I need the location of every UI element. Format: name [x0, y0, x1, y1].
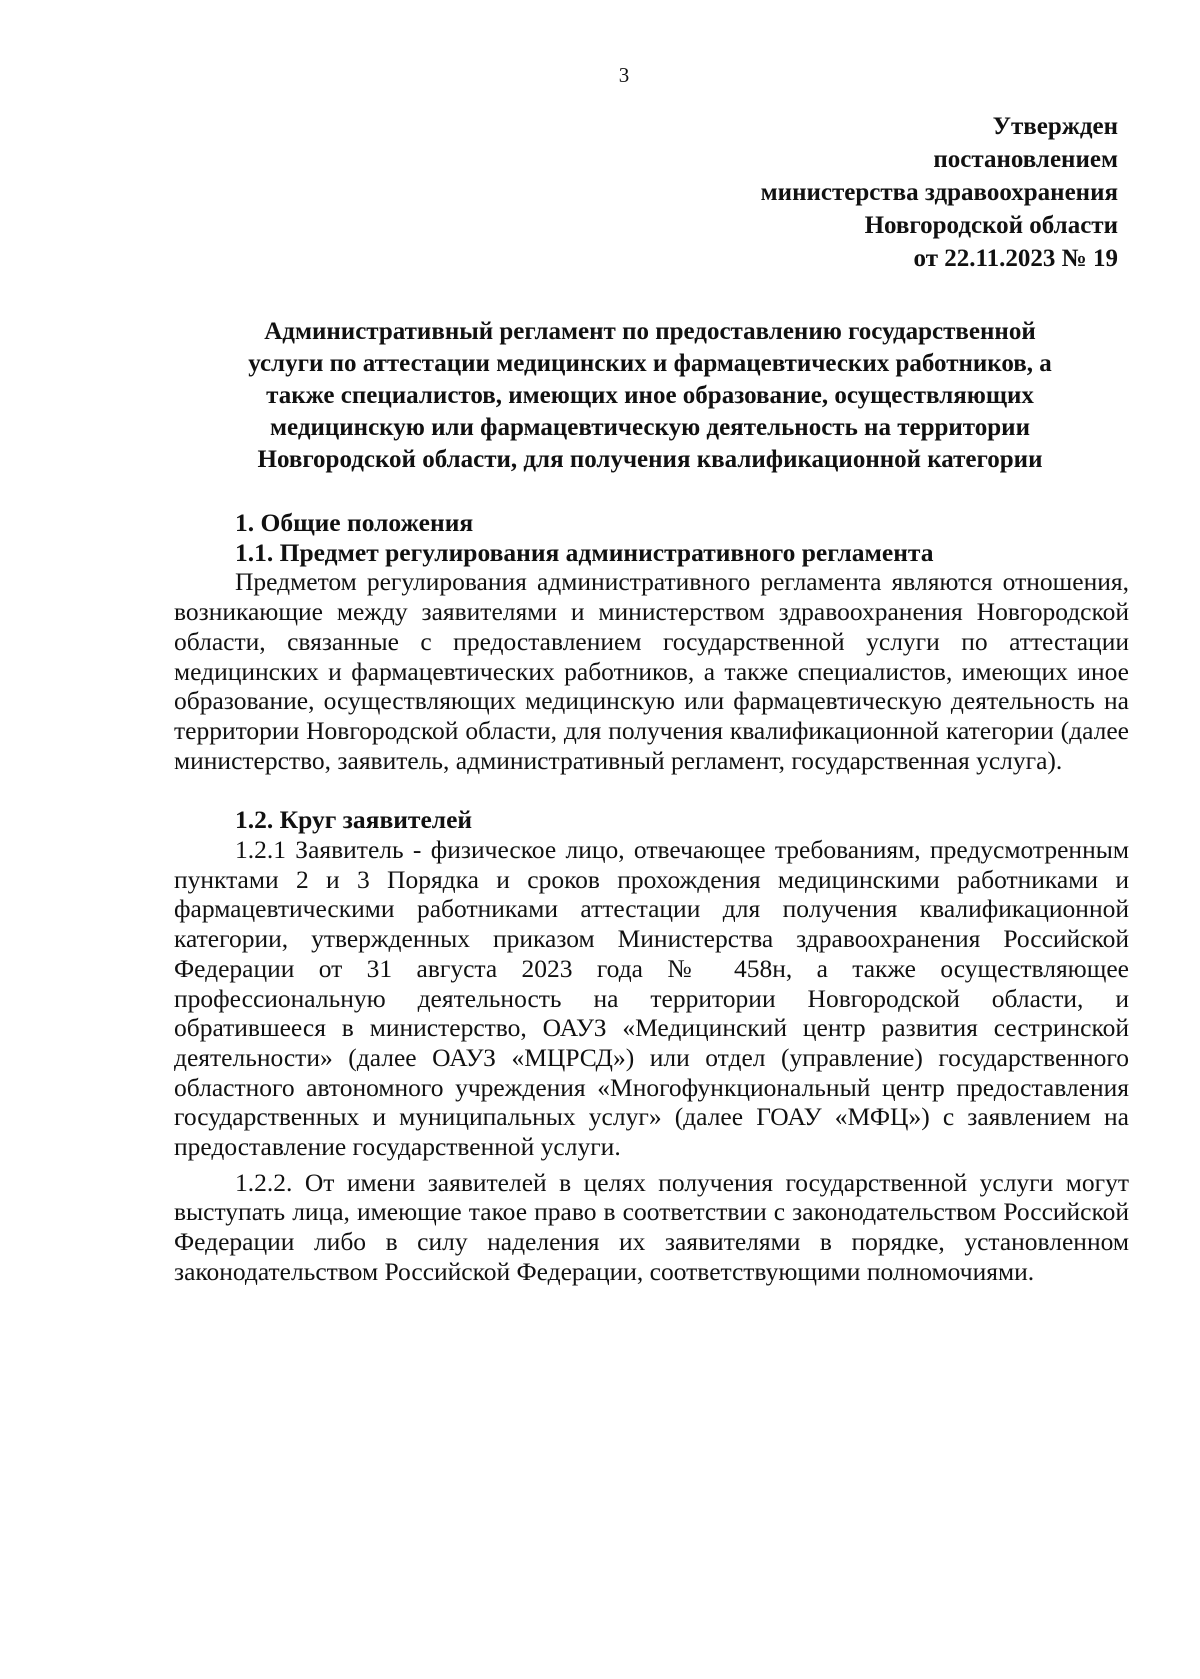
- approval-line: министерства здравоохранения: [760, 179, 1118, 206]
- approval-line: Новгородской области: [864, 212, 1118, 239]
- section-heading: 1. Общие положения: [235, 508, 474, 537]
- title-line: также специалистов, имеющих иное образование, осуществляющих: [266, 382, 1034, 409]
- title-line: Административный регламент по предоставлению государственной: [264, 318, 1036, 345]
- document-title: [160, 316, 1140, 476]
- paragraph: 1.2.2. От имени заявителей в целях получения государственной услуги могут выступать лица, имеющие такое право в соответствии с законодательством Российской Федерации либо в силу наделения их заявителями в порядке, установленном законодательством Российской Федерации, соответствующими полномочиями.: [174, 1167, 1129, 1286]
- paragraph: 1.2.1 Заявитель - физическое лицо, отвечающее требованиям, предусмотренным пунктами 2 и 3 Порядка и сроков прохождения медицинскими работниками и фармацевтическими работниками аттестации для получения квалификационной категории, утвержденных приказом Министерства здравоохранения Российской Федерации от 31 августа 2023 года № 458н, а также осуществляющее профессиональную деятельность на территории Новгородской области, и обратившееся в министерство, ОАУЗ «Медицинский центр развития сестринской деятельности» (далее ОАУЗ «МЦРСД») или отдел (управление) государственного областного автономного учреждения «Многофункциональный центр предоставления государственных и муниципальных услуг» (далее ГОАУ «МФЦ») с заявлением на предоставление государственной услуги.: [174, 835, 1129, 1162]
- approval-block: [761, 110, 1118, 275]
- title-line: медицинскую или фармацевтическую деятельность на территории: [270, 414, 1030, 441]
- subsection-heading: 1.1. Предмет регулирования административного регламента: [235, 537, 934, 567]
- subsection-heading: 1.2. Круг заявителей: [235, 805, 473, 835]
- document-body: [174, 508, 1129, 1287]
- approval-line: от 22.11.2023 № 19: [913, 245, 1118, 272]
- approval-line: постановлением: [933, 146, 1118, 173]
- approval-line: Утвержден: [992, 113, 1118, 140]
- title-line: Новгородской области, для получения квалификационной категории: [257, 446, 1043, 473]
- page-number: 3: [618, 63, 630, 87]
- title-line: услуги по аттестации медицинских и фармацевтических работников, а: [248, 350, 1052, 377]
- paragraph: Предметом регулирования административного регламента являются отношения, возникающие между заявителями и министерством здравоохранения Новгородской области, связанные с предоставлением государственной услуги по аттестации медицинских и фармацевтических работников, а также специалистов, имеющих иное образование, осуществляющих медицинскую или фармацевтическую деятельность на территории Новгородской области, для получения квалификационной категории (далее министерство, заявитель, административный регламент, государственная услуга).: [174, 567, 1129, 775]
